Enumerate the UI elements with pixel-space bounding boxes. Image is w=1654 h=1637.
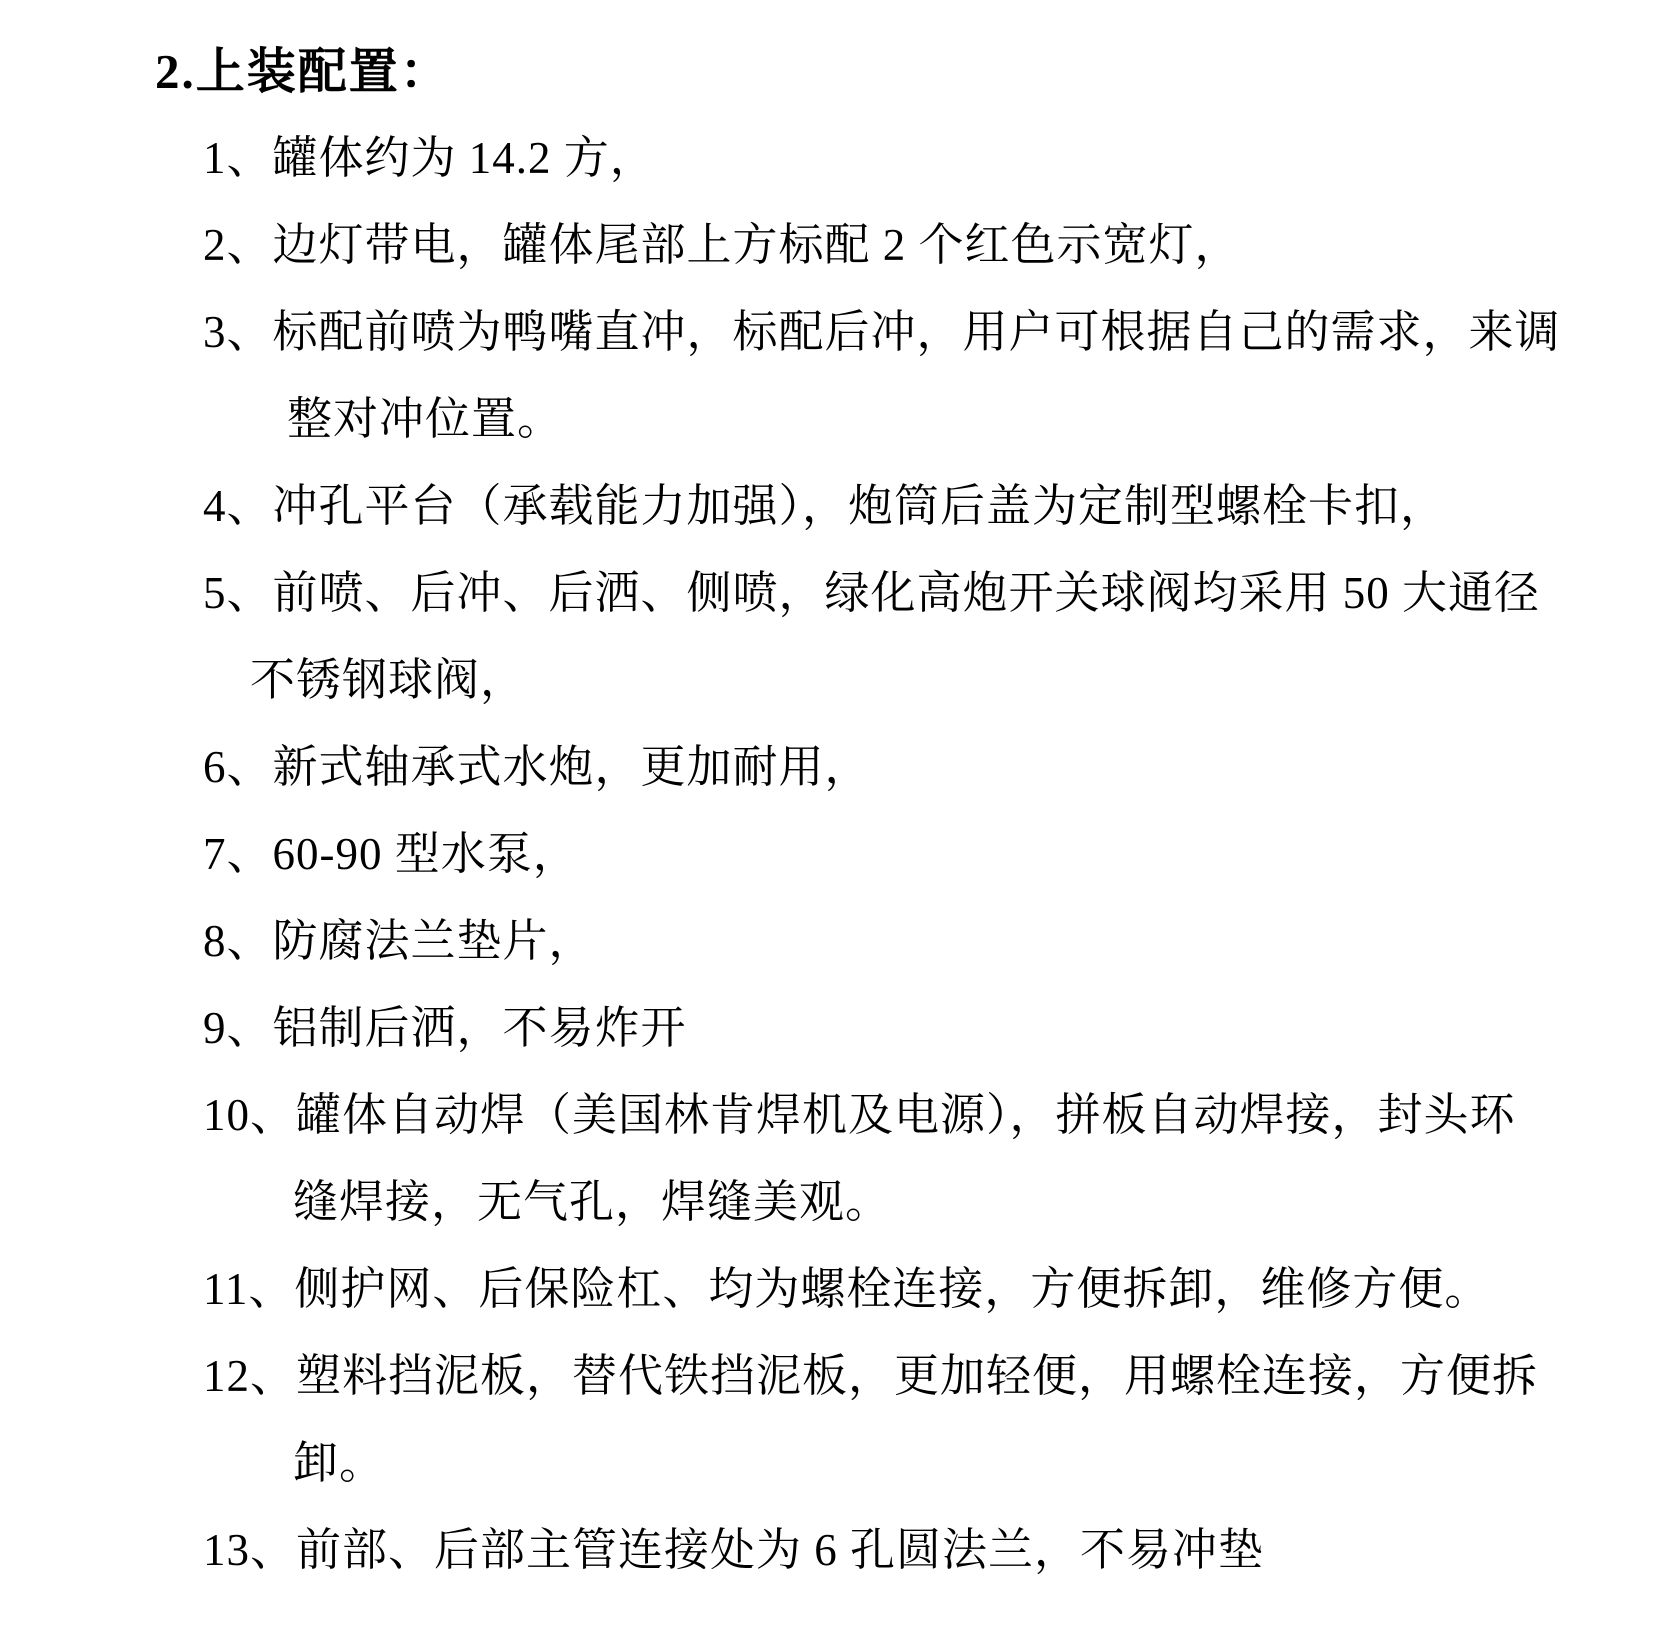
list-item-6 xyxy=(203,724,1654,811)
list-item-text: 前部、后部主管连接处为 6 孔圆法兰，不易冲垫 xyxy=(296,1525,1265,1575)
list-item-text: 罐体自动焊（美国林肯焊机及电源），拼板自动焊接，封头环 xyxy=(296,1090,1516,1140)
list-item-number: 11、 xyxy=(203,1264,295,1314)
list-item-text: 标配前喷为鸭嘴直冲，标配后冲，用户可根据自己的需求，来调 xyxy=(272,307,1561,357)
section-title xyxy=(155,28,1654,115)
list-item-text: 60-90 型水泵， xyxy=(272,829,579,879)
list-item-10 xyxy=(203,1072,1654,1159)
list-item-5-continuation xyxy=(250,637,1654,724)
list-item-8 xyxy=(203,898,1654,985)
list-item-number: 8、 xyxy=(203,916,273,966)
list-item-3 xyxy=(203,289,1654,376)
list-item-text: 铝制后洒，不易炸开 xyxy=(272,1003,687,1053)
list-item-9 xyxy=(203,985,1654,1072)
list-item-2 xyxy=(203,202,1654,289)
list-item-number: 1、 xyxy=(203,133,273,183)
list-item-12 xyxy=(203,1333,1654,1420)
list-item-text: 防腐法兰垫片， xyxy=(272,916,595,966)
list-item-3-continuation xyxy=(287,376,1654,463)
list-item-7 xyxy=(203,811,1654,898)
list-item-1 xyxy=(203,115,1654,202)
list-item-text: 塑料挡泥板，替代铁挡泥板，更加轻便，用螺栓连接，方便拆 xyxy=(296,1351,1539,1401)
list-item-number: 4、 xyxy=(203,481,273,531)
list-item-number: 5、 xyxy=(203,568,273,618)
list-item-13 xyxy=(203,1507,1654,1594)
list-item-number: 6、 xyxy=(203,742,273,792)
list-item-10-continuation xyxy=(293,1159,1654,1246)
list-item-text: 边灯带电，罐体尾部上方标配 2 个红色示宽灯， xyxy=(272,220,1241,270)
list-item-text: 侧护网、后保险杠、均为螺栓连接，方便拆卸，维修方便。 xyxy=(294,1264,1491,1314)
list-item-number: 12、 xyxy=(203,1351,297,1401)
list-item-4 xyxy=(203,463,1654,550)
list-item-text: 缝焊接，无气孔，焊缝美观。 xyxy=(293,1177,892,1227)
list-item-text: 前喷、后冲、后洒、侧喷，绿化高炮开关球阀均采用 50 大通径 xyxy=(272,568,1541,618)
list-item-number: 10、 xyxy=(203,1090,297,1140)
list-item-12-continuation xyxy=(293,1420,1654,1507)
list-item-number: 7、 xyxy=(203,829,273,879)
list-item-5 xyxy=(203,550,1654,637)
list-item-number: 9、 xyxy=(203,1003,273,1053)
list-item-text: 冲孔平台（承载能力加强），炮筒后盖为定制型螺栓卡扣， xyxy=(272,481,1447,531)
list-item-number: 2、 xyxy=(203,220,273,270)
list-item-text: 新式轴承式水炮，更加耐用， xyxy=(272,742,871,792)
list-item-text: 罐体约为 14.2 方， xyxy=(272,133,656,183)
section-title-text: 2.上装配置： xyxy=(155,44,451,99)
list-item-text: 整对冲位置。 xyxy=(287,394,564,444)
list-item-text: 不锈钢球阀， xyxy=(250,655,527,705)
list-item-text: 卸。 xyxy=(293,1438,386,1488)
list-item-number: 13、 xyxy=(203,1525,297,1575)
list-item-number: 3、 xyxy=(203,307,273,357)
list-item-11 xyxy=(203,1246,1654,1333)
